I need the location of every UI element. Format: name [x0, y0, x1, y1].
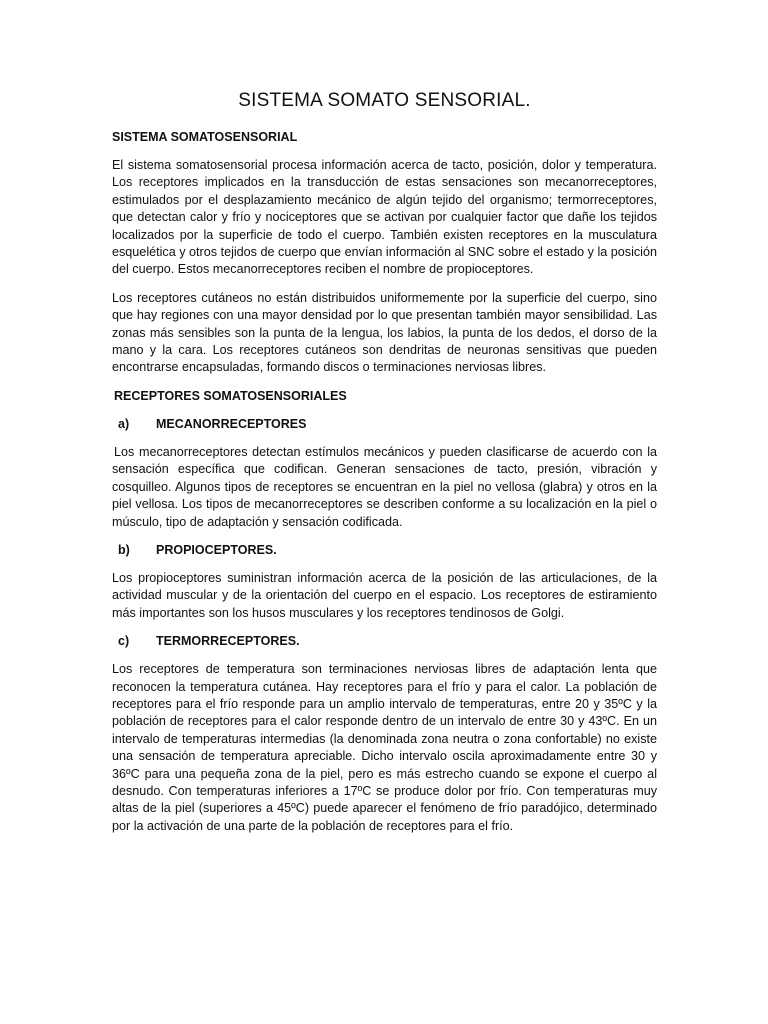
document-title: SISTEMA SOMATO SENSORIAL.: [238, 90, 531, 111]
paragraph-cutaneous-receptors: Los receptores cutáneos no están distribuidos uniformemente por la superficie del cuerpo, sino que hay regiones con una mayor densidad por lo que presentan también mayor sensibilidad. Las zonas más sensibles son la punta de la lengua, los labios, la punta de los dedos, el dorso de la mano y la cara. Los receptores cutáneos son dendritas de neuronas sensitivas que pueden encontrarse encapsuladas, formando discos o terminaciones nerviosas libres.: [112, 290, 657, 375]
list-marker: c): [118, 634, 130, 649]
subheading-label: PROPIOCEPTORES.: [156, 542, 277, 557]
subheading-label: MECANORRECEPTORES: [156, 416, 307, 431]
subheading-proprioceptors: [112, 542, 657, 559]
paragraph-proprioceptors: Los propioceptores suministran información acerca de la posición de las articulaciones, de la actividad muscular y de la orientación del cuerpo en el espacio. Los receptores de estiramiento más importantes son los husos musculares y los receptores tendinosos de Golgi.: [112, 570, 657, 620]
subheading-mechanoreceptors: [112, 416, 657, 433]
paragraph-thermoreceptors: Los receptores de temperatura son terminaciones nerviosas libres de adaptación lenta que reconocen la temperatura cutánea. Hay receptores para el frío y para el calor. La población de receptores para el frío responde para un amplio intervalo de temperaturas, entre 20 y 35ºC y la población de receptores para el calor responde dentro de un intervalo de entre 30 y 43ºC. En un intervalo de temperaturas intermedias (la denominada zona neutra o zona confortable) no existe una sensación de temperatura apreciable. Dicho intervalo oscila aproximadamente entre 30 y 36ºC para una pequeña zona de la piel, pero es más estrecho cuando se expone el cuerpo al desnudo. Con temperaturas inferiores a 17ºC se produce dolor por frío. Con temperaturas muy altas de la piel (superiores a 45ºC) puede aparecer el fenómeno de frío paradójico, determinado por la activación de una parte de la población de receptores para el frío.: [112, 662, 657, 833]
paragraph-mechanoreceptors: Los mecanorreceptores detectan estímulos mecánicos y pueden clasificarse de acuerdo con la sensación específica que codifican. Generan sensaciones de tacto, presión, vibración y cosquilleo. Algunos tipos de receptores se encuentran en la piel no vellosa (glabra) y otros en la piel vellosa. Los tipos de mecanorreceptores se describen conforme a su localización en la piel o músculo, tipo de adaptación y sensación codificada.: [112, 444, 657, 529]
paragraph-intro: El sistema somatosensorial procesa información acerca de tacto, posición, dolor y temperatura. Los receptores implicados en la transducción de estas sensaciones son mecanorreceptores, estimulados por el desplazamiento mecánico de algún tejido del organismo; termorreceptores, que detectan calor y frío y nociceptores que se activan por cualquier factor que dañe los tejidos localizados por la superficie de todo el cuerpo. También existen receptores en la musculatura esquelética y otros tejidos de cuerpo que envían información al SNC sobre el estado y la posición del cuerpo. Estos mecanorreceptores reciben el nombre de propioceptores.: [112, 158, 657, 277]
section-heading-somatosensorial: SISTEMA SOMATOSENSORIAL: [112, 130, 298, 144]
list-marker: a): [118, 416, 130, 431]
section-heading-receptors-text: RECEPTORES SOMATOSENSORIALES: [114, 388, 347, 403]
subheading-label: TERMORRECEPTORES.: [156, 634, 300, 649]
document-page: [112, 88, 657, 846]
subheading-thermoreceptors: [112, 633, 657, 650]
list-marker: b): [118, 542, 130, 557]
section-heading-receptors: [112, 388, 657, 405]
